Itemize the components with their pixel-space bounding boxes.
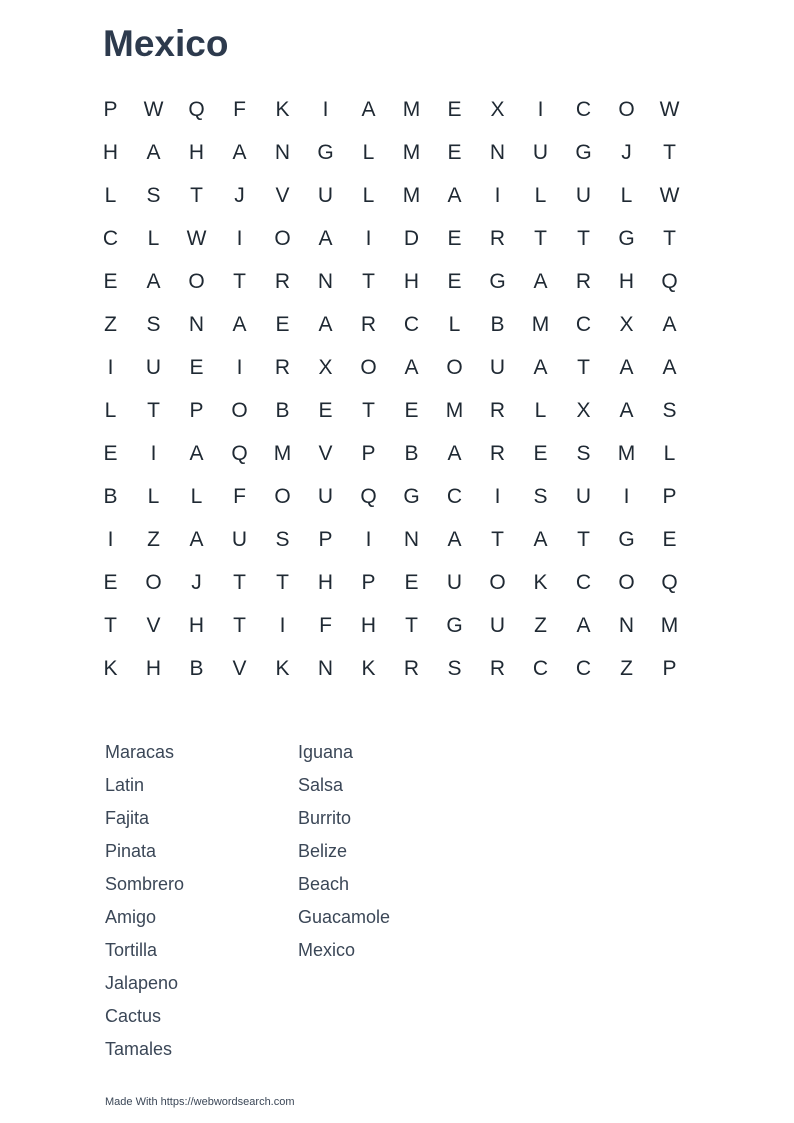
grid-letter: Q <box>188 98 205 121</box>
grid-letter: T <box>362 270 375 293</box>
grid-letter: Q <box>360 485 377 508</box>
grid-letter: M <box>273 442 292 465</box>
grid-letter: R <box>489 657 506 680</box>
grid-letter: I <box>107 528 114 551</box>
grid-letter: P <box>103 98 118 121</box>
grid-letter: N <box>274 141 291 164</box>
word-list-item: Maracas <box>105 742 175 762</box>
grid-letter: H <box>317 571 334 594</box>
grid-letter: E <box>103 442 118 465</box>
grid-letter: C <box>575 657 592 680</box>
grid-letter: V <box>275 184 290 207</box>
grid-letter: U <box>317 184 334 207</box>
grid-letter: O <box>489 571 506 594</box>
grid-letter: B <box>404 442 419 465</box>
grid-row <box>89 303 691 346</box>
grid-letter: T <box>405 614 418 637</box>
grid-letter: T <box>577 227 590 250</box>
grid-letter: L <box>534 399 547 422</box>
word-list-item: Iguana <box>298 742 354 762</box>
grid-letter: C <box>102 227 119 250</box>
grid-row <box>89 389 691 432</box>
grid-letter: C <box>575 571 592 594</box>
grid-letter: E <box>318 399 333 422</box>
grid-letter: V <box>146 614 161 637</box>
grid-letter: L <box>104 399 117 422</box>
grid-letter: I <box>365 227 372 250</box>
grid-letter: M <box>402 141 421 164</box>
grid-letter: Q <box>661 270 678 293</box>
grid-letter: U <box>489 614 506 637</box>
word-list-item: Tortilla <box>105 940 158 960</box>
grid-letter: R <box>274 270 291 293</box>
grid-letter: E <box>447 270 462 293</box>
grid-letter: T <box>663 141 676 164</box>
grid-letter: X <box>490 98 505 121</box>
grid-letter: T <box>233 270 246 293</box>
grid-letter: C <box>403 313 420 336</box>
grid-letter: B <box>490 313 505 336</box>
grid-letter: U <box>231 528 248 551</box>
grid-letter: S <box>662 399 677 422</box>
grid-letter: A <box>232 313 247 336</box>
word-list-item: Cactus <box>105 1006 162 1026</box>
grid-letter: T <box>362 399 375 422</box>
grid-letter: Q <box>661 571 678 594</box>
grid-letter: R <box>274 356 291 379</box>
grid-letter: N <box>317 270 334 293</box>
grid-letter: T <box>233 571 246 594</box>
word-list-item: Latin <box>105 775 145 795</box>
grid-letter: L <box>362 141 375 164</box>
grid-letter: M <box>617 442 636 465</box>
grid-letter: A <box>146 141 161 164</box>
grid-letter: S <box>146 184 161 207</box>
grid-letter: E <box>447 98 462 121</box>
grid-letter: Q <box>231 442 248 465</box>
grid-letter: A <box>662 313 677 336</box>
word-list-item: Sombrero <box>105 874 185 894</box>
grid-row <box>89 346 691 389</box>
grid-letter: I <box>322 98 329 121</box>
grid-letter: T <box>233 614 246 637</box>
grid-letter: A <box>404 356 419 379</box>
grid-letter: W <box>659 184 680 207</box>
grid-letter: L <box>147 227 160 250</box>
grid-letter: N <box>618 614 635 637</box>
grid-letter: X <box>619 313 634 336</box>
grid-letter: C <box>446 485 463 508</box>
grid-letter: U <box>489 356 506 379</box>
grid-letter: A <box>533 356 548 379</box>
grid-letter: H <box>145 657 162 680</box>
grid-letter: J <box>191 571 202 594</box>
grid-letter: L <box>620 184 633 207</box>
grid-letter: X <box>576 399 591 422</box>
grid-row <box>89 174 691 217</box>
grid-letter: F <box>233 98 246 121</box>
grid-letter: S <box>275 528 290 551</box>
grid-letter: K <box>533 571 548 594</box>
grid-letter: U <box>317 485 334 508</box>
grid-letter: U <box>446 571 463 594</box>
grid-letter: A <box>662 356 677 379</box>
grid-letter: G <box>489 270 506 293</box>
grid-letter: V <box>318 442 333 465</box>
grid-letter: L <box>663 442 676 465</box>
grid-letter: N <box>188 313 205 336</box>
grid-row <box>89 561 691 604</box>
grid-letter: G <box>618 227 635 250</box>
grid-letter: T <box>663 227 676 250</box>
grid-letter: O <box>618 98 635 121</box>
grid-letter: E <box>533 442 548 465</box>
grid-letter: N <box>403 528 420 551</box>
grid-letter: I <box>150 442 157 465</box>
grid-letter: A <box>447 528 462 551</box>
grid-letter: X <box>318 356 333 379</box>
grid-letter: S <box>576 442 591 465</box>
grid-letter: W <box>143 98 164 121</box>
grid-letter: S <box>533 485 548 508</box>
grid-letter: I <box>107 356 114 379</box>
grid-letter: I <box>365 528 372 551</box>
grid-letter: R <box>575 270 592 293</box>
grid-letter: R <box>489 442 506 465</box>
grid-letter: H <box>102 141 119 164</box>
grid-letter: P <box>662 485 677 508</box>
grid-letter: K <box>275 657 290 680</box>
grid-letter: A <box>619 399 634 422</box>
grid-letter: I <box>236 356 243 379</box>
grid-letter: O <box>188 270 205 293</box>
grid-letter: M <box>445 399 464 422</box>
word-list-item: Jalapeno <box>105 973 179 993</box>
grid-letter: O <box>446 356 463 379</box>
grid-letter: R <box>489 227 506 250</box>
grid-letter: T <box>190 184 203 207</box>
grid-letter: G <box>575 141 592 164</box>
grid-letter: F <box>233 485 246 508</box>
grid-letter: J <box>234 184 245 207</box>
grid-letter: T <box>276 571 289 594</box>
grid-letter: L <box>362 184 375 207</box>
grid-letter: T <box>534 227 547 250</box>
grid-letter: O <box>274 485 291 508</box>
grid-letter: V <box>232 657 247 680</box>
grid-letter: F <box>319 614 332 637</box>
grid-letter: M <box>402 98 421 121</box>
page-title: Mexico <box>103 23 229 64</box>
word-list-item: Guacamole <box>298 907 391 927</box>
word-list-item: Pinata <box>105 841 157 861</box>
grid-letter: L <box>534 184 547 207</box>
grid-letter: Z <box>104 313 117 336</box>
grid-row <box>89 604 691 647</box>
grid-letter: P <box>662 657 677 680</box>
grid-letter: U <box>145 356 162 379</box>
grid-letter: K <box>103 657 118 680</box>
grid-letter: T <box>491 528 504 551</box>
grid-letter: L <box>190 485 203 508</box>
grid-row <box>89 518 691 561</box>
grid-letter: S <box>447 657 462 680</box>
grid-letter: O <box>145 571 162 594</box>
word-list-item: Tamales <box>105 1039 173 1059</box>
grid-letter: U <box>532 141 549 164</box>
grid-letter: A <box>189 442 204 465</box>
grid-letter: A <box>619 356 634 379</box>
grid-letter: T <box>577 356 590 379</box>
grid-letter: H <box>188 141 205 164</box>
grid-letter: N <box>317 657 334 680</box>
grid-letter: C <box>575 313 592 336</box>
grid-letter: K <box>275 98 290 121</box>
grid-letter: B <box>103 485 118 508</box>
grid-letter: C <box>532 657 549 680</box>
grid-letter: O <box>231 399 248 422</box>
grid-letter: Z <box>620 657 633 680</box>
grid-row <box>89 217 691 260</box>
grid-letter: O <box>360 356 377 379</box>
grid-letter: H <box>188 614 205 637</box>
grid-letter: J <box>621 141 632 164</box>
grid-letter: A <box>318 313 333 336</box>
grid-letter: D <box>403 227 420 250</box>
grid-letter: O <box>618 571 635 594</box>
grid-letter: M <box>402 184 421 207</box>
grid-letter: L <box>147 485 160 508</box>
grid-letter: P <box>318 528 333 551</box>
grid-letter: M <box>660 614 679 637</box>
grid-letter: G <box>317 141 334 164</box>
grid-letter: A <box>447 184 462 207</box>
word-list-item: Mexico <box>298 940 356 960</box>
grid-letter: A <box>447 442 462 465</box>
grid-letter: E <box>447 227 462 250</box>
grid-letter: I <box>623 485 630 508</box>
word-list-column-2 <box>298 736 390 967</box>
word-list-item: Amigo <box>105 907 157 927</box>
grid-letter: B <box>189 657 204 680</box>
grid-letter: E <box>275 313 290 336</box>
grid-letter: U <box>575 184 592 207</box>
grid-letter: G <box>446 614 463 637</box>
grid-letter: P <box>361 571 376 594</box>
grid-letter: A <box>146 270 161 293</box>
grid-letter: E <box>404 571 419 594</box>
grid-letter: L <box>104 184 117 207</box>
grid-letter: A <box>189 528 204 551</box>
grid-letter: A <box>361 98 376 121</box>
word-list-item: Belize <box>298 841 348 861</box>
grid-letter: A <box>533 528 548 551</box>
grid-letter: T <box>577 528 590 551</box>
grid-letter: E <box>103 270 118 293</box>
grid-letter: S <box>146 313 161 336</box>
grid-letter: W <box>659 98 680 121</box>
grid-letter: I <box>494 184 501 207</box>
grid-row <box>89 131 691 174</box>
grid-letter: T <box>104 614 117 637</box>
grid-letter: W <box>186 227 207 250</box>
grid-letter: Z <box>534 614 547 637</box>
word-list-item: Burrito <box>298 808 352 828</box>
grid-letter: R <box>360 313 377 336</box>
footer-credit: Made With https://webwordsearch.com <box>105 1096 295 1108</box>
grid-letter: G <box>403 485 420 508</box>
grid-letter: I <box>494 485 501 508</box>
grid-letter: P <box>189 399 204 422</box>
grid-letter: A <box>318 227 333 250</box>
grid-letter: I <box>537 98 544 121</box>
grid-letter: R <box>489 399 506 422</box>
grid-letter: E <box>189 356 204 379</box>
grid-letter: K <box>361 657 376 680</box>
grid-letter: B <box>275 399 290 422</box>
grid-letter: O <box>274 227 291 250</box>
grid-row <box>89 475 691 518</box>
grid-letter: G <box>618 528 635 551</box>
grid-letter: T <box>147 399 160 422</box>
grid-letter: C <box>575 98 592 121</box>
grid-letter: U <box>575 485 592 508</box>
grid-letter: N <box>489 141 506 164</box>
grid-letter: A <box>232 141 247 164</box>
word-list-item: Fajita <box>105 808 150 828</box>
grid-row <box>89 88 691 131</box>
grid-letter: E <box>404 399 419 422</box>
grid-letter: L <box>448 313 461 336</box>
grid-letter: A <box>576 614 591 637</box>
word-list-item: Salsa <box>298 775 344 795</box>
grid-letter: E <box>103 571 118 594</box>
grid-letter: I <box>236 227 243 250</box>
grid-letter: H <box>403 270 420 293</box>
grid-letter: E <box>447 141 462 164</box>
grid-letter: H <box>618 270 635 293</box>
grid-letter: P <box>361 442 376 465</box>
grid-row <box>89 647 691 690</box>
grid-letter: R <box>403 657 420 680</box>
grid-letter: M <box>531 313 550 336</box>
grid-letter: E <box>662 528 677 551</box>
word-list-column-1 <box>105 736 184 1066</box>
grid-letter: I <box>279 614 286 637</box>
grid-letter: H <box>360 614 377 637</box>
grid-row <box>89 432 691 475</box>
grid-letter: Z <box>147 528 160 551</box>
word-list-item: Beach <box>298 874 350 894</box>
grid-row <box>89 260 691 303</box>
grid-letter: A <box>533 270 548 293</box>
letter-grid <box>89 88 691 690</box>
